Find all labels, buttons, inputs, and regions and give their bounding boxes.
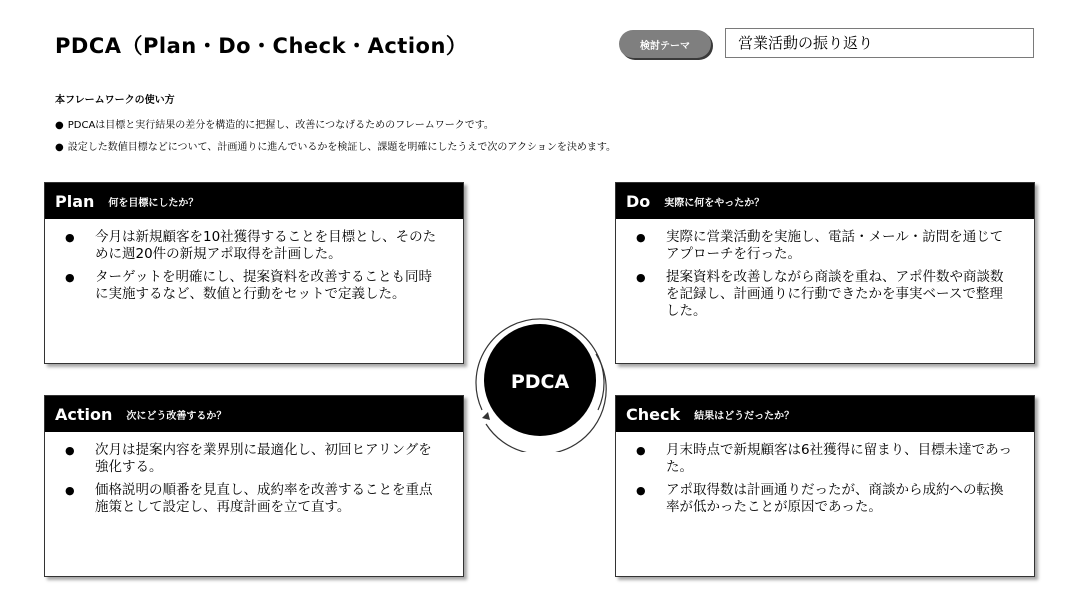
plan-name: Plan [55, 191, 95, 211]
pdca-cycle-diagram [468, 308, 612, 452]
list-item [65, 482, 443, 516]
page-title: PDCA（Plan・Do・Check・Action） [55, 34, 468, 58]
bullet-dot-icon: ● [636, 271, 646, 284]
list-item [65, 269, 443, 303]
plan-question: 何を目標にしたか？ [108, 197, 199, 209]
list-item-text: アポ取得数は計画通りだったが、商談から成約への転換率が低かったことが原因であった。 [666, 482, 1004, 515]
bullet-dot-icon: ● [636, 231, 646, 244]
bullet-dot-icon: ● [65, 484, 75, 497]
howto-bullet [55, 116, 494, 131]
plan-list [45, 219, 463, 303]
do-name: Do [626, 191, 651, 211]
list-item-text: 実際に営業活動を実施し、電話・メール・訪問を通じてアプローチを行った。 [666, 229, 1004, 262]
bullet-dot-icon: ● [65, 231, 75, 244]
action-name: Action [55, 404, 113, 424]
howto-bullet [55, 138, 616, 153]
check-list [616, 432, 1034, 516]
action-question: 次にどう改善するか？ [126, 410, 227, 422]
howto-title: 本フレームワークの使い方 [55, 95, 175, 106]
do-list [616, 219, 1034, 320]
check-question: 結果はどうだったか？ [694, 410, 795, 422]
bullet-dot-icon: ● [65, 444, 75, 457]
bullet-dot-icon: ● [636, 444, 646, 457]
do-question: 実際に何をやったか？ [664, 197, 765, 209]
list-item [636, 269, 1014, 320]
list-item-text: 提案資料を改善しながら商談を重ね、アポ件数や商談数を記録し、計画通りに行動できたかを事実ベースで整理した。 [666, 269, 1004, 319]
theme-badge: 検討テーマ [619, 30, 711, 58]
theme-value-field[interactable]: 営業活動の振り返り [725, 28, 1034, 58]
list-item-text: ターゲットを明確にし、提案資料を改善することも同時に実施するなど、数値と行動をセットで定義した。 [95, 269, 432, 302]
list-item-text: 次月は提案内容を業界別に最適化し、初回ヒアリングを強化する。 [95, 442, 432, 475]
list-item-text: 価格説明の順番を見直し、成約率を改善することを重点施策として設定し、再度計画を立て直す。 [95, 482, 433, 515]
bullet-dot-icon: ● [55, 142, 64, 153]
bullet-dot-icon: ● [65, 271, 75, 284]
check-box [615, 395, 1035, 577]
action-list [45, 432, 463, 516]
pdca-center-label: PDCA [510, 371, 570, 393]
list-item [636, 229, 1014, 263]
howto-bullet-text: 設定した数値目標などについて、計画通りに進んでいるかを検証し、課題を明確にしたうえで次のアクションを決めます。 [67, 142, 617, 153]
bullet-dot-icon: ● [636, 484, 646, 497]
list-item [65, 442, 443, 476]
plan-header [45, 183, 463, 219]
plan-box [44, 182, 464, 364]
list-item [636, 482, 1014, 516]
cycle-arrow-icon [482, 412, 490, 420]
list-item [65, 229, 443, 263]
howto-bullet-text: PDCAは目標と実行結果の差分を構造的に把握し、改善につなげるためのフレームワークです。 [67, 120, 494, 131]
action-box [44, 395, 464, 577]
do-header [616, 183, 1034, 219]
list-item-text: 今月は新規顧客を10社獲得することを目標とし、そのために週20件の新規アポ取得を計画した。 [95, 229, 437, 262]
check-header [616, 396, 1034, 432]
list-item-text: 月末時点で新規顧客は6社獲得に留まり、目標未達であった。 [666, 442, 1012, 475]
action-header [45, 396, 463, 432]
bullet-dot-icon: ● [55, 120, 64, 131]
check-name: Check [626, 404, 681, 424]
list-item [636, 442, 1014, 476]
do-box [615, 182, 1035, 364]
